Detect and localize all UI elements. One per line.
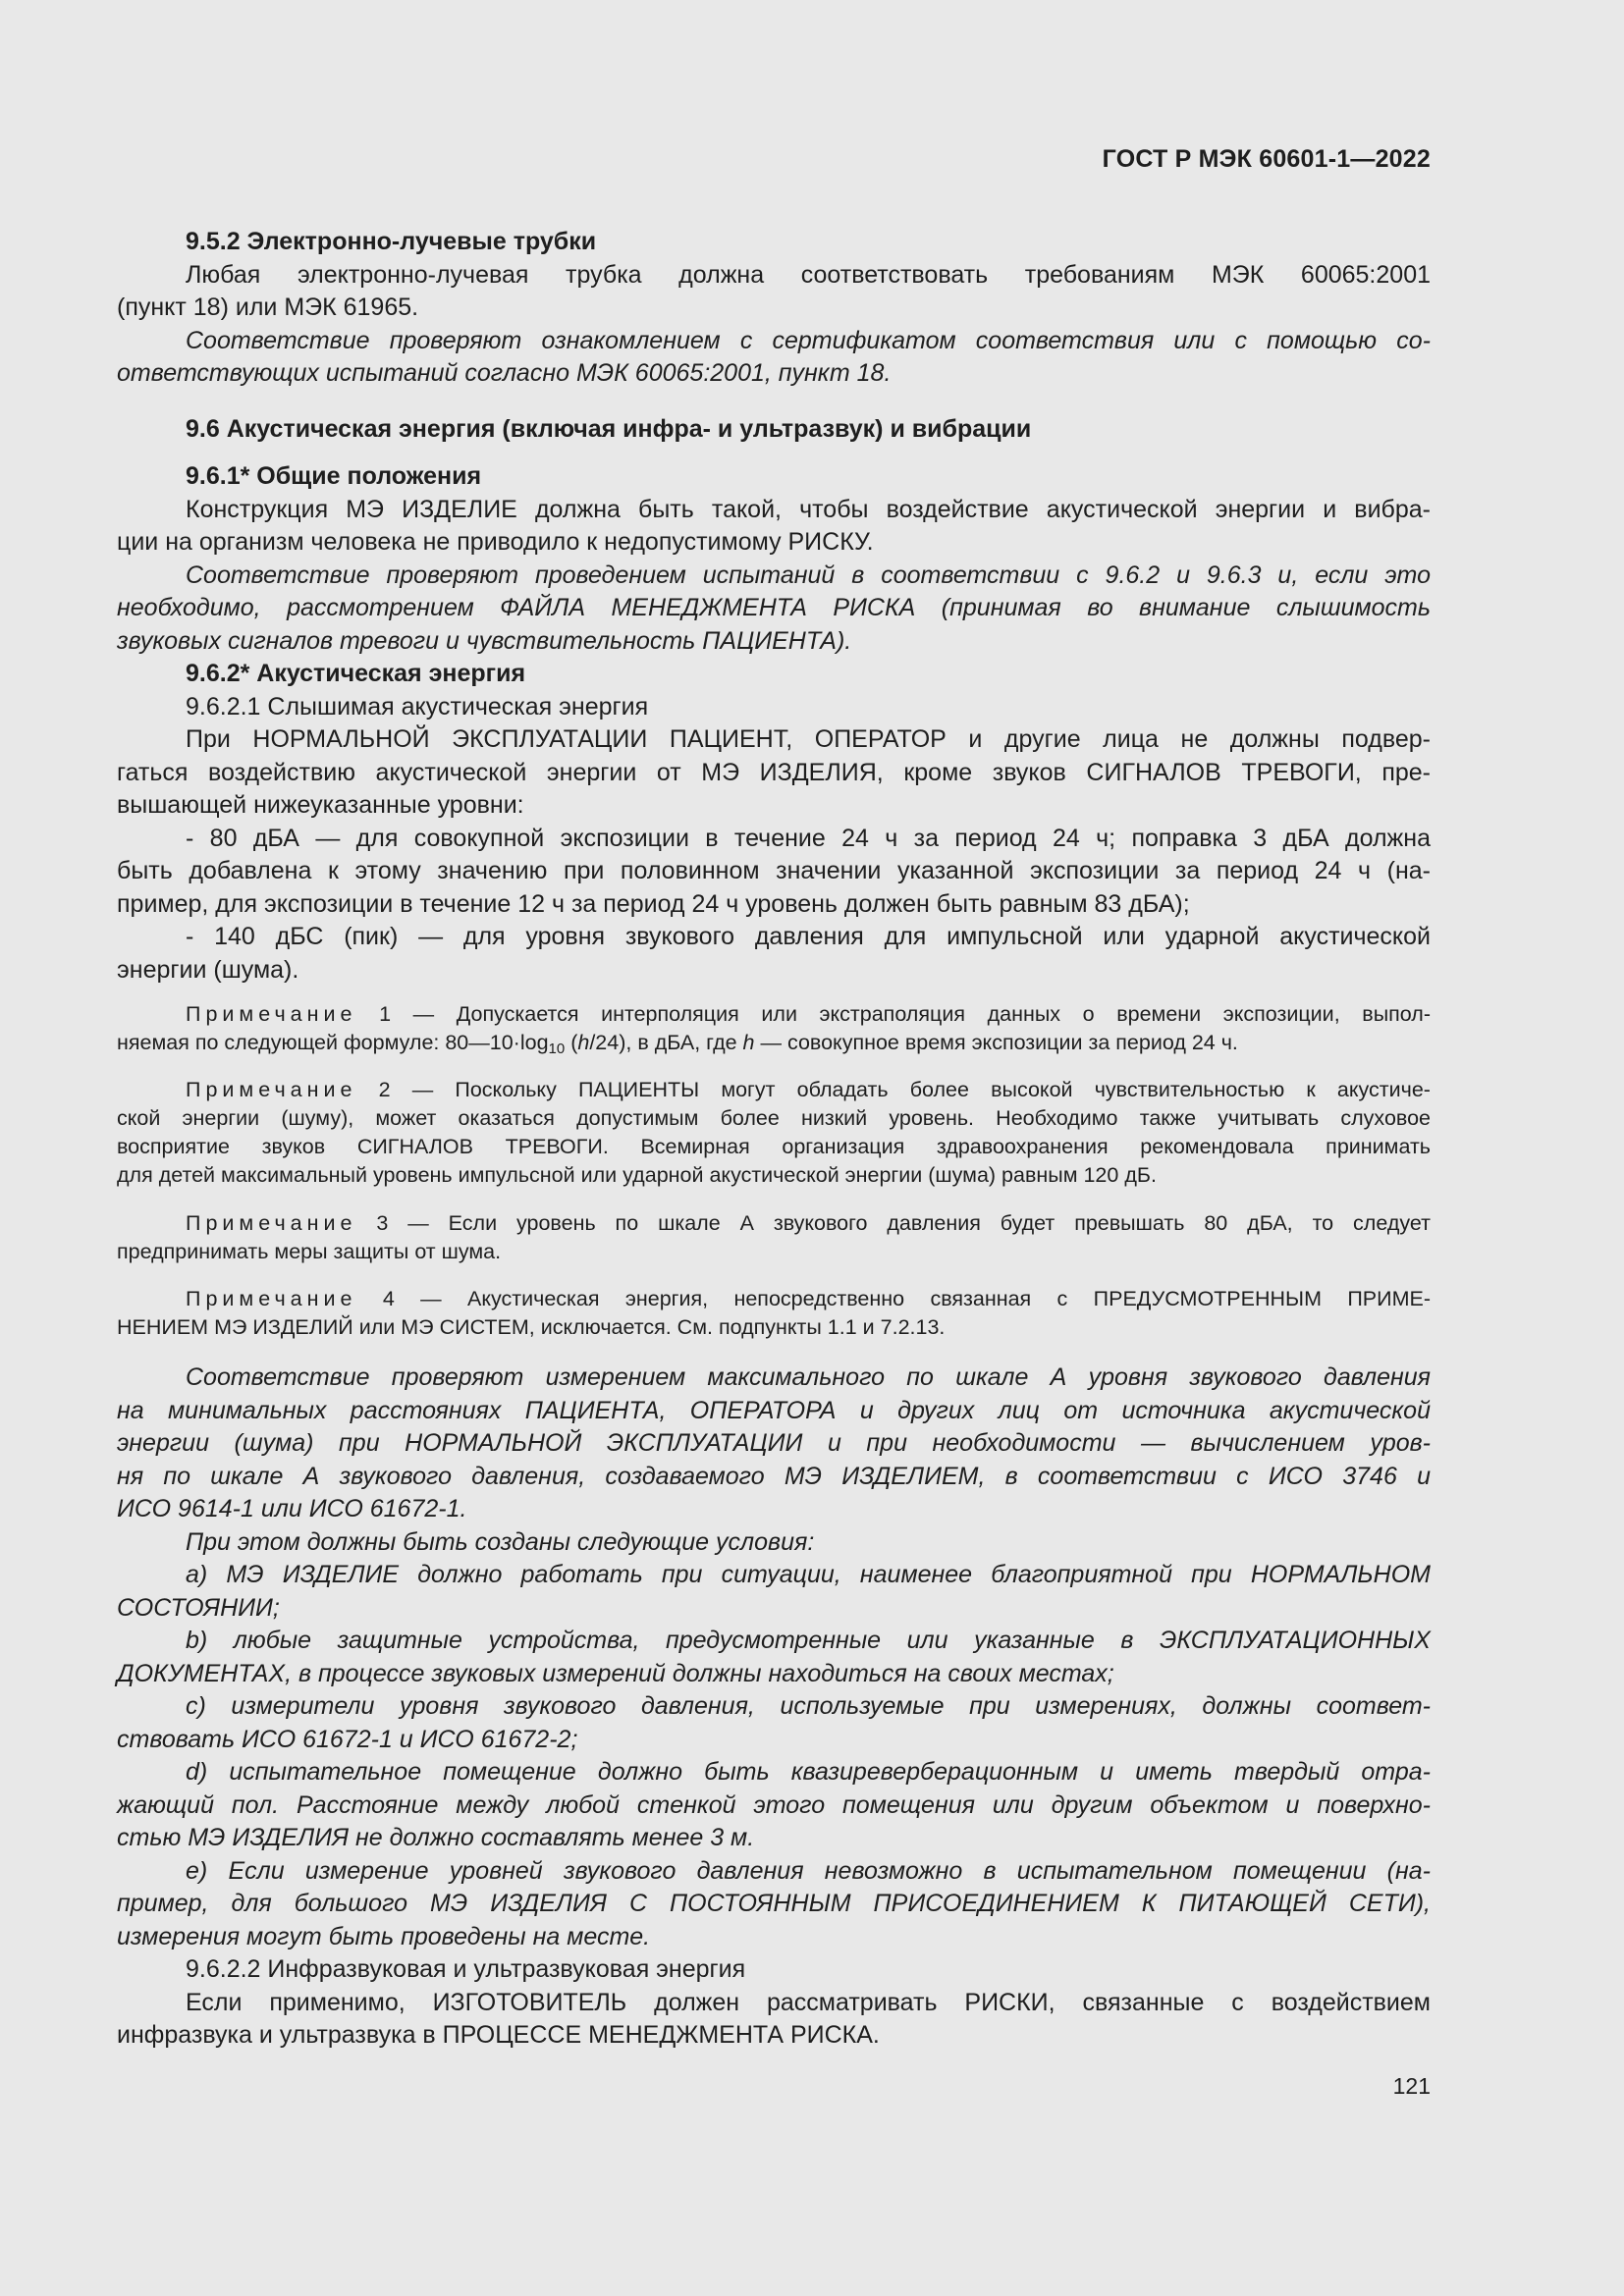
note-line: предпринимать меры защиты от шума.	[117, 1240, 502, 1263]
list-item-line: быть добавлена к этому значению при половинном значении указанной экспозиции за период 24 ч (на-	[117, 857, 1431, 884]
note-3	[117, 1209, 1431, 1266]
list-item-line: - 140 дБС (пик) — для уровня звукового давления для импульсной или ударной акустической	[186, 923, 1431, 950]
note-line: НЕНИЕМ МЭ ИЗДЕЛИЙ или МЭ СИСТЕМ, исключается. См. подпункты 1.1 и 7.2.13.	[117, 1315, 946, 1339]
section-title: 9.5.2 Электронно-лучевые трубки	[186, 228, 597, 255]
subsection-title: 9.6.2.2 Инфразвуковая и ультразвуковая энергия	[186, 1955, 746, 1983]
list-item-line: - 80 дБА — для совокупной экспозиции в течение 24 ч за период 24 ч; поправка 3 дБА должна	[186, 824, 1431, 852]
compliance-line: энергии (шума) при НОРМАЛЬНОЙ ЭКСПЛУАТАЦИИ и при необходимости — вычислением уров-	[117, 1429, 1431, 1457]
condition-d-line: d) испытательное помещение должно быть квазиреверберационным и иметь твердый отра-	[186, 1758, 1431, 1786]
section-title: 9.6.1* Общие положения	[186, 462, 482, 490]
text-line: Любая электронно-лучевая трубка должна соответствовать требованиям МЭК 60065:2001	[186, 260, 1431, 289]
text-line: Если применимо, ИЗГОТОВИТЕЛЬ должен рассматривать РИСКИ, связанные с воздействием	[186, 1988, 1431, 2016]
text-line: вышающей нижеуказанные уровни:	[117, 791, 524, 819]
note-4	[117, 1285, 1431, 1342]
condition-d-line: стью МЭ ИЗДЕЛИЯ не должно составлять менее 3 м.	[117, 1824, 755, 1851]
text-line: инфразвука и ультразвука в ПРОЦЕССЕ МЕНЕДЖМЕНТА РИСКА.	[117, 2021, 880, 2049]
note-label: Примечание	[186, 1287, 357, 1310]
compliance-line: на минимальных расстояниях ПАЦИЕНТА, ОПЕРАТОРА и других лиц от источника акустической	[117, 1396, 1431, 1424]
compliance-line: звуковых сигналов тревоги и чувствительность ПАЦИЕНТА).	[117, 626, 852, 655]
page-number: 121	[1392, 2073, 1431, 2099]
note-line: ской энергии (шуму), может оказаться допустимым более низкий уровень. Необходимо также учитывать слуховое	[117, 1106, 1431, 1130]
note-line: для детей максимальный уровень импульсной или ударной акустической энергии (шума) равным 120 дБ.	[117, 1163, 1157, 1187]
note-number: 4	[382, 1287, 395, 1310]
text-line: При НОРМАЛЬНОЙ ЭКСПЛУАТАЦИИ ПАЦИЕНТ, ОПЕРАТОР и другие лица не должны подвер-	[186, 725, 1431, 753]
note-number: 3	[376, 1211, 389, 1235]
compliance-line: Соответствие проверяют измерением максимального по шкале А уровня звукового давления	[186, 1363, 1431, 1391]
compliance-line: Соответствие проверяют ознакомлением с сертификатом соответствия или с помощью со-	[186, 326, 1431, 354]
note-label: Примечание	[186, 1002, 357, 1026]
condition-c-line: с) измерители уровня звукового давления, используемые при измерениях, должны соответ-	[186, 1692, 1431, 1720]
text-line: гаться воздействию акустической энергии от МЭ ИЗДЕЛИЯ, кроме звуков СИГНАЛОВ ТРЕВОГИ, пре-	[117, 758, 1431, 786]
section-9-5-2	[117, 226, 1431, 391]
condition-c-line: ствовать ИСО 61672-1 и ИСО 61672-2;	[117, 1725, 578, 1753]
condition-e-line: е) Если измерение уровней звукового давления невозможно в испытательном помещении (на-	[186, 1856, 1431, 1885]
text-line: ции на организм человека не приводило к недопустимому РИСКУ.	[117, 528, 874, 556]
subsection-title: 9.6.2.1 Слышимая акустическая энергия	[186, 692, 649, 721]
note-line: Примечание 1 — Допускается интерполяция или экстраполяция данных о времени экспозиции, выпол-	[186, 1002, 1431, 1026]
note-2	[117, 1076, 1431, 1190]
note-number: 2	[378, 1078, 391, 1101]
section-9-6-1	[117, 460, 1431, 658]
note-label: Примечание	[186, 1078, 357, 1101]
compliance-line: необходимо, рассмотрением ФАЙЛА МЕНЕДЖМЕНТА РИСКА (принимая во внимание слышимость	[117, 594, 1431, 621]
note-label: Примечание	[186, 1211, 357, 1235]
note-line: Примечание 2 — Поскольку ПАЦИЕНТЫ могут обладать более высокой чувствительностью к акустиче-	[186, 1078, 1431, 1101]
compliance-line: Соответствие проверяют проведением испытаний в соответствии с 9.6.2 и 9.6.3 и, если это	[186, 561, 1431, 589]
section-title: 9.6 Акустическая энергия (включая инфра- и ультразвук) и вибрации	[186, 415, 1032, 443]
condition-b-line: b) любые защитные устройства, предусмотренные или указанные в ЭКСПЛУАТАЦИОННЫХ	[186, 1627, 1431, 1654]
text-line: Конструкция МЭ ИЗДЕЛИЕ должна быть такой, чтобы воздействие акустической энергии и вибра-	[186, 495, 1431, 523]
note-line: Примечание 3 — Если уровень по шкале А звукового давления будет превышать 80 дБА, то следует	[186, 1211, 1431, 1235]
condition-b-line: ДОКУМЕНТАХ, в процессе звуковых измерений должны находиться на своих местах;	[117, 1659, 1114, 1687]
list-item-line: пример, для экспозиции в течение 12 ч за период 24 ч уровень должен быть равным 83 дБА);	[117, 889, 1190, 918]
note-number: 1	[379, 1002, 392, 1026]
section-9-6	[117, 413, 1431, 447]
compliance-line: При этом должны быть созданы следующие условия:	[186, 1527, 815, 1556]
condition-e-line: пример, для большого МЭ ИЗДЕЛИЯ С ПОСТОЯННЫМ ПРИСОЕДИНЕНИЕМ К ПИТАЮЩЕЙ СЕТИ),	[117, 1890, 1431, 1917]
note-1	[117, 1000, 1431, 1057]
note-line: няемая по следующей формуле: $80—10\cdot\log_{10}$ (h/24), в дБА, где h — совокупное время экспозиции за период 24 ч.	[117, 1031, 1238, 1057]
compliance-line: ИСО 9614-1 или ИСО 61672-1.	[117, 1495, 467, 1522]
compliance-line: ответствующих испытаний согласно МЭК 60065:2001, пункт 18.	[117, 359, 892, 387]
compliance-block	[117, 1362, 1431, 1953]
note-line: Примечание 4 — Акустическая энергия, непосредственно связанная с ПРЕДУСМОТРЕННЫМ ПРИМЕ-	[186, 1287, 1431, 1310]
section-9-6-2-2	[117, 1953, 1431, 2053]
compliance-line: ня по шкале А звукового давления, создаваемого МЭ ИЗДЕЛИЕМ, в соответствии с ИСО 3746 и	[117, 1462, 1431, 1490]
standard-header: ГОСТ Р МЭК 60601-1—2022	[1102, 145, 1431, 173]
list-item-line: энергии (шума).	[117, 955, 299, 984]
text-line: (пункт 18) или МЭК 61965.	[117, 294, 419, 321]
condition-e-line: измерения могут быть проведены на месте.	[117, 1922, 651, 1950]
condition-a-line: СОСТОЯНИИ;	[117, 1593, 280, 1622]
section-9-6-2	[117, 658, 1431, 987]
condition-d-line: жающий пол. Расстояние между любой стенкой этого помещения или другим объектом и поверхно-	[117, 1790, 1431, 1819]
note-line: восприятие звуков СИГНАЛОВ ТРЕВОГИ. Всемирная организация здравоохранения рекомендовала принимать	[117, 1135, 1431, 1158]
condition-a-line: а) МЭ ИЗДЕЛИЕ должно работать при ситуации, наименее благоприятной при НОРМАЛЬНОМ	[186, 1561, 1431, 1588]
section-title: 9.6.2* Акустическая энергия	[186, 660, 526, 687]
